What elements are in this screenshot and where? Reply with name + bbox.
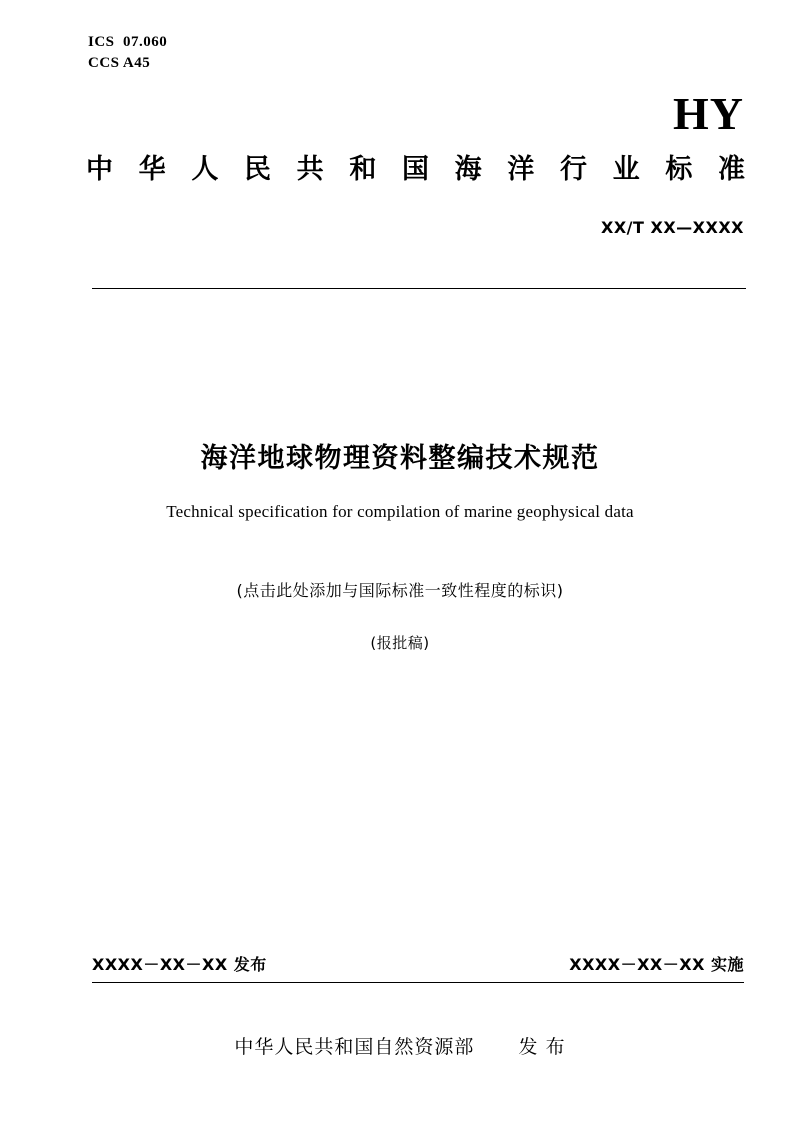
document-title-chinese: 海洋地球物理资料整编技术规范 [200, 443, 600, 474]
issue-date: XXXX－XX－XX 发布 [92, 955, 267, 974]
standard-number: XX/T XX—XXXX [600, 218, 744, 237]
iso-consistency-note: (点击此处添加与国际标准一致性程度的标识) [236, 581, 564, 600]
date-row [92, 952, 744, 975]
implementation-date: XXXX－XX－XX 实施 [569, 955, 744, 974]
ics-code: ICS 07.060 [88, 34, 168, 50]
ccs-code: CCS A45 [88, 55, 151, 71]
issuing-authority [0, 1032, 800, 1059]
document-title-english: Technical specification for compilation of marine geophysical data [166, 502, 634, 521]
standard-series-title: 中华人民共和国海洋行业标准 [86, 154, 746, 185]
header-divider [92, 288, 746, 289]
classification-block [88, 32, 167, 74]
standard-logo: HY [673, 88, 744, 139]
footer-divider [92, 982, 744, 983]
draft-stage-note: (报批稿) [370, 634, 430, 652]
issuer-action: 发 布 [518, 1036, 566, 1058]
issuer-organization: 中华人民共和国自然资源部 [234, 1036, 475, 1058]
